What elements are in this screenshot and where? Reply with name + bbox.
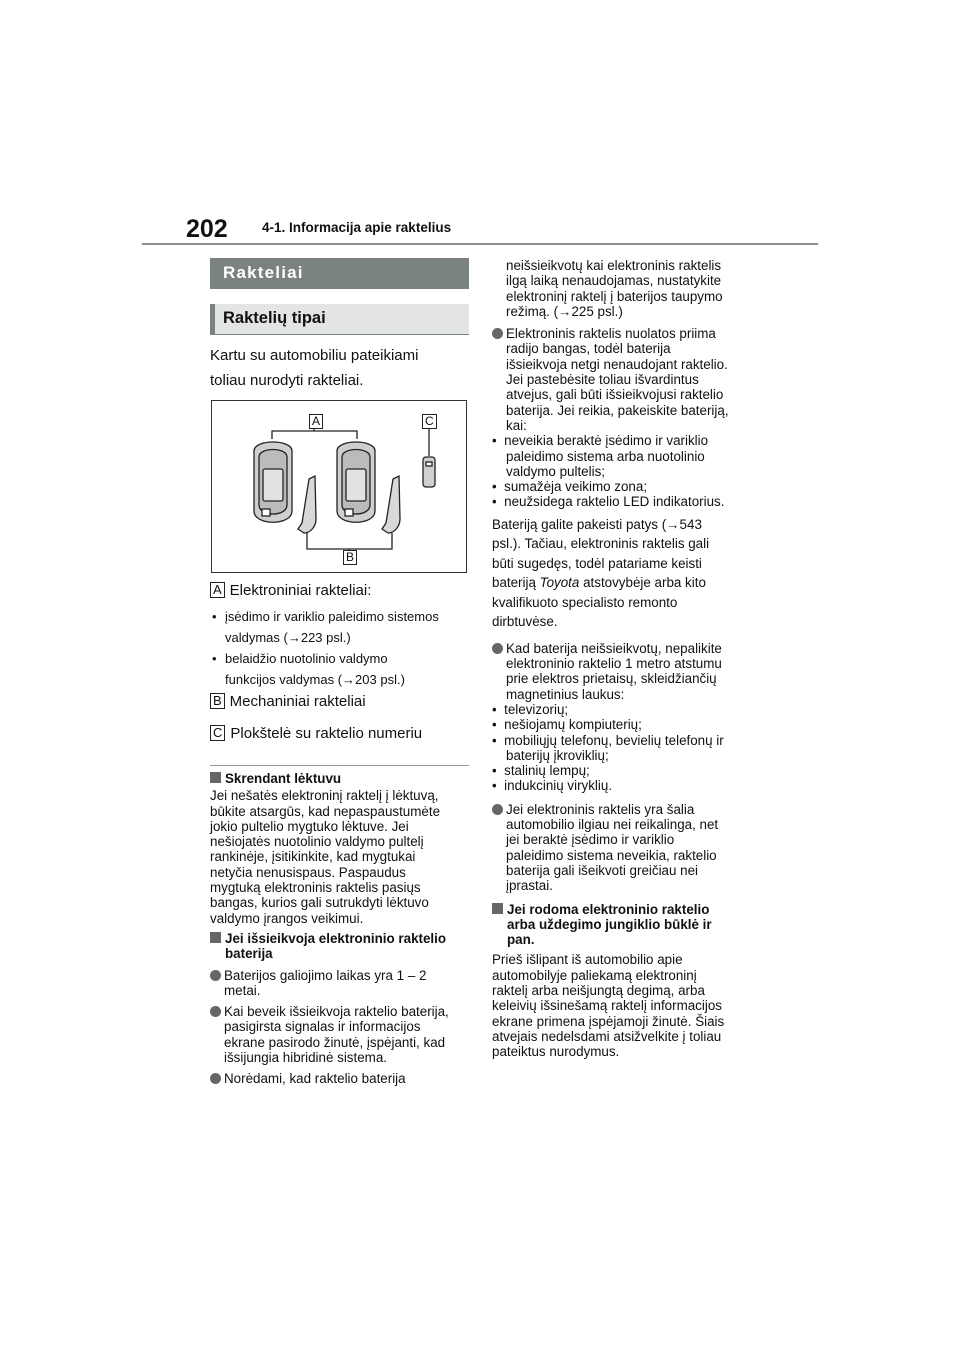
list-item: Kad baterija neišsieikvotų, nepalikite elektroninio raktelio 1 metro atstumu prie elektros prietaisų, skleidžiančių magnetinius laukus:: [492, 641, 754, 702]
legend-b: B Mechaniniai rakteliai: [210, 693, 366, 710]
note-heading: Skrendant lėktuvu: [210, 771, 470, 786]
final-paragraph: Prieš išlipant iš automobilio apie automobilyje paliekamą elektroninį raktelį arba neišjungtą degimą, arba keleivių išsinešamą raktelį informacijos ekrane primena įspėjamoji žinutė. Šiais atvejais nedelsdami atsižvelkite į toliau pateiktus nurodymus.: [492, 952, 725, 1060]
list-item: • indukcinių viryklių.: [492, 778, 613, 794]
intro-text: Kartu su automobiliu pateikiami toliau nurodyti rakteliai.: [210, 347, 419, 389]
legend-c: C Plokštelė su raktelio numeriu: [210, 725, 422, 742]
bullet-dot-icon: [492, 328, 503, 339]
list-item: • televizorių;: [492, 701, 569, 717]
note-flight: Skrendant lėktuvu Jei nešatės elektroninį raktelį į lėktuvą, būkite atsargūs, kad nepaspaustumėte jokio pultelio mygtuko lėktuve. Jei nešiojatės nuotolinio valdymo pultelį rankinėje, įsitikinkite, kad mygtukai netyčia nenusispaus. Paspaudus mygtuką elektroninis raktelis pasiųs bangas, kurios gali sutrukdyti lėktuvo valdymo įrangos veikimui. Jei išsieikvoja elektroninio raktelio baterija Baterijos galiojimo laikas yra 1 – 2 metai. Kai beveik išsieikvoja raktelio baterija, pasigirsta signalas ir informacijos ekrane pasirodo žinutė, įspėjanti, kad išsijungia hibridinė sistema. Norėdami, kad raktelio baterija: [210, 771, 470, 1087]
list-item: • mobiliųjų telefonų, bevielių telefonų ir baterijų įkroviklių;: [492, 732, 724, 763]
legend-a: A Elektroniniai rakteliai:: [210, 582, 371, 599]
divider: [210, 765, 469, 766]
figure-label-c: C: [422, 414, 437, 429]
note-heading: Jei išsieikvoja elektroninio raktelio baterija: [210, 931, 470, 962]
bullet-dot-icon: [492, 643, 503, 654]
list-item: • įsėdimo ir variklio paleidimo sistemos: [212, 609, 439, 624]
list-item: • sumažėja veikimo zona;: [492, 479, 648, 495]
heading-sub: Raktelių tipai: [210, 304, 469, 335]
figure-label-a: A: [309, 414, 323, 429]
legend-a-bullets: • įsėdimo ir variklio paleidimo sistemos valdymas (→223 psl.) • belaidžio nuotolinio valdymo funkcijos valdymas (→203 psl.): [210, 606, 472, 690]
list-item: Kai beveik išsieikvoja raktelio baterija, pasigirsta signalas ir informacijos ekrane pasirodo žinutė, įspėjanti, kad išsijungia hibridinė sistema.: [210, 1004, 470, 1065]
list-item: • belaidžio nuotolinio valdymo: [212, 651, 388, 666]
list-item: • neveikia beraktė įsėdimo ir variklio paleidimo sistema arba nuotolinio valdymo pultelis;: [492, 433, 709, 479]
page-number: 202: [186, 215, 228, 243]
list-item: • neužsidega raktelio LED indikatorius.: [492, 494, 725, 510]
list-item: Baterijos galiojimo laikas yra 1 – 2 metai.: [210, 968, 470, 999]
list-item: Elektroninis raktelis nuolatos priima radijo bangas, todėl baterija išsieikvoja netgi nenaudojant raktelio. Jei pastebėsite toliau išvardintus atvejus, gali būti išsieikvojusi raktelio baterija. Jei reikia, pakeiskite bateriją, kai:: [492, 326, 754, 433]
bullet-dot-icon: [210, 1073, 221, 1084]
key-illustration: [211, 400, 467, 573]
dash-list: [492, 702, 754, 794]
right-column: neišsieikvotų kai elektroninis raktelis ilgą laiką nenaudojamas, nustatykite elektroninį raktelį į baterijos taupymo režimą. (→225 psl.) Elektroninis raktelis nuolatos priima radijo bangas, todėl baterija išsieikvoja netgi nenaudojant raktelio. Jei pastebėsite toliau išvardintus atvejus, gali būti išsieikvojusi raktelio baterija. Jei reikia, pakeiskite bateriją, kai: • neveikia beraktė įsėdimo ir variklio paleidimo sistema arba nuotolinio valdymo pultelis; • sumažėja veikimo zona; • neužsidega raktelio LED indikatorius. Bateriją galite pakeisti patys (→543 psl.). Tačiau, elektroninis raktelis gali būti sugedęs, todėl patariame keisti bateriją Toyota atstovybėje arba kito kvalifikuoto specialisto remonto dirbtuvėse. Kad baterija neišsieikvotų, nepalikite elektroninio raktelio 1 metro atstumu prie elektros prietaisų, skleidžiančių magnetinius laukus: • televizorių; • nešiojamų kompiuterių; • mobiliųjų telefonų, bevielių telefonų ir baterijų įkroviklių; • stalinių lempų; • indukcinių viryklių. Jei elektroninis raktelis yra šalia automobilio ilgiau nei reikalinga, net jei beraktė įsėdimo ir variklio paleidimo sistema neveikia, raktelio baterija gali išeikvoti greičiau nei įprastai. Jei rodoma elektroninio raktelio arba uždegimo jungiklio būklė ir pan. Prieš išlipant iš automobilio apie automobilyje paliekamą elektroninį raktelį arba neišjungtą degimą, arba keleivių išsinešamą raktelį informacijos ekrane primena įspėjamoji žinutė. Šiais atvejais nedelsdami atsižvelkite į toliau pateiktus nurodymus.: [492, 258, 754, 1059]
list-item: Norėdami, kad raktelio baterija: [210, 1071, 470, 1086]
bullet-dot-icon: [492, 804, 503, 815]
header-rule: [142, 243, 818, 245]
heading-main: Rakteliai: [210, 258, 469, 289]
bullet-dot-icon: [210, 970, 221, 981]
dash-list: [492, 433, 754, 509]
section-title: 4-1. Informacija apie raktelius: [262, 220, 452, 235]
bullet-dot-icon: [210, 1006, 221, 1017]
list-item: • nešiojamų kompiuterių;: [492, 717, 642, 733]
replace-paragraph: Bateriją galite pakeisti patys (→543 psl.). Tačiau, elektroninis raktelis gali būti sugedęs, todėl patariame keisti bateriją Toyota atstovybėje arba kito kvalifikuoto specialisto remonto dirbtuvėse.: [492, 516, 710, 630]
figure-label-b: B: [343, 550, 357, 565]
list-item: • stalinių lempų;: [492, 763, 590, 779]
note-heading: Jei rodoma elektroninio raktelio arba uždegimo jungiklio būklė ir pan.: [492, 902, 754, 948]
list-item: Jei elektroninis raktelis yra šalia automobilio ilgiau nei reikalinga, net jei beraktė įsėdimo ir variklio paleidimo sistema neveikia, raktelio baterija gali išeikvoti greičiau nei įprastai.: [492, 802, 754, 894]
